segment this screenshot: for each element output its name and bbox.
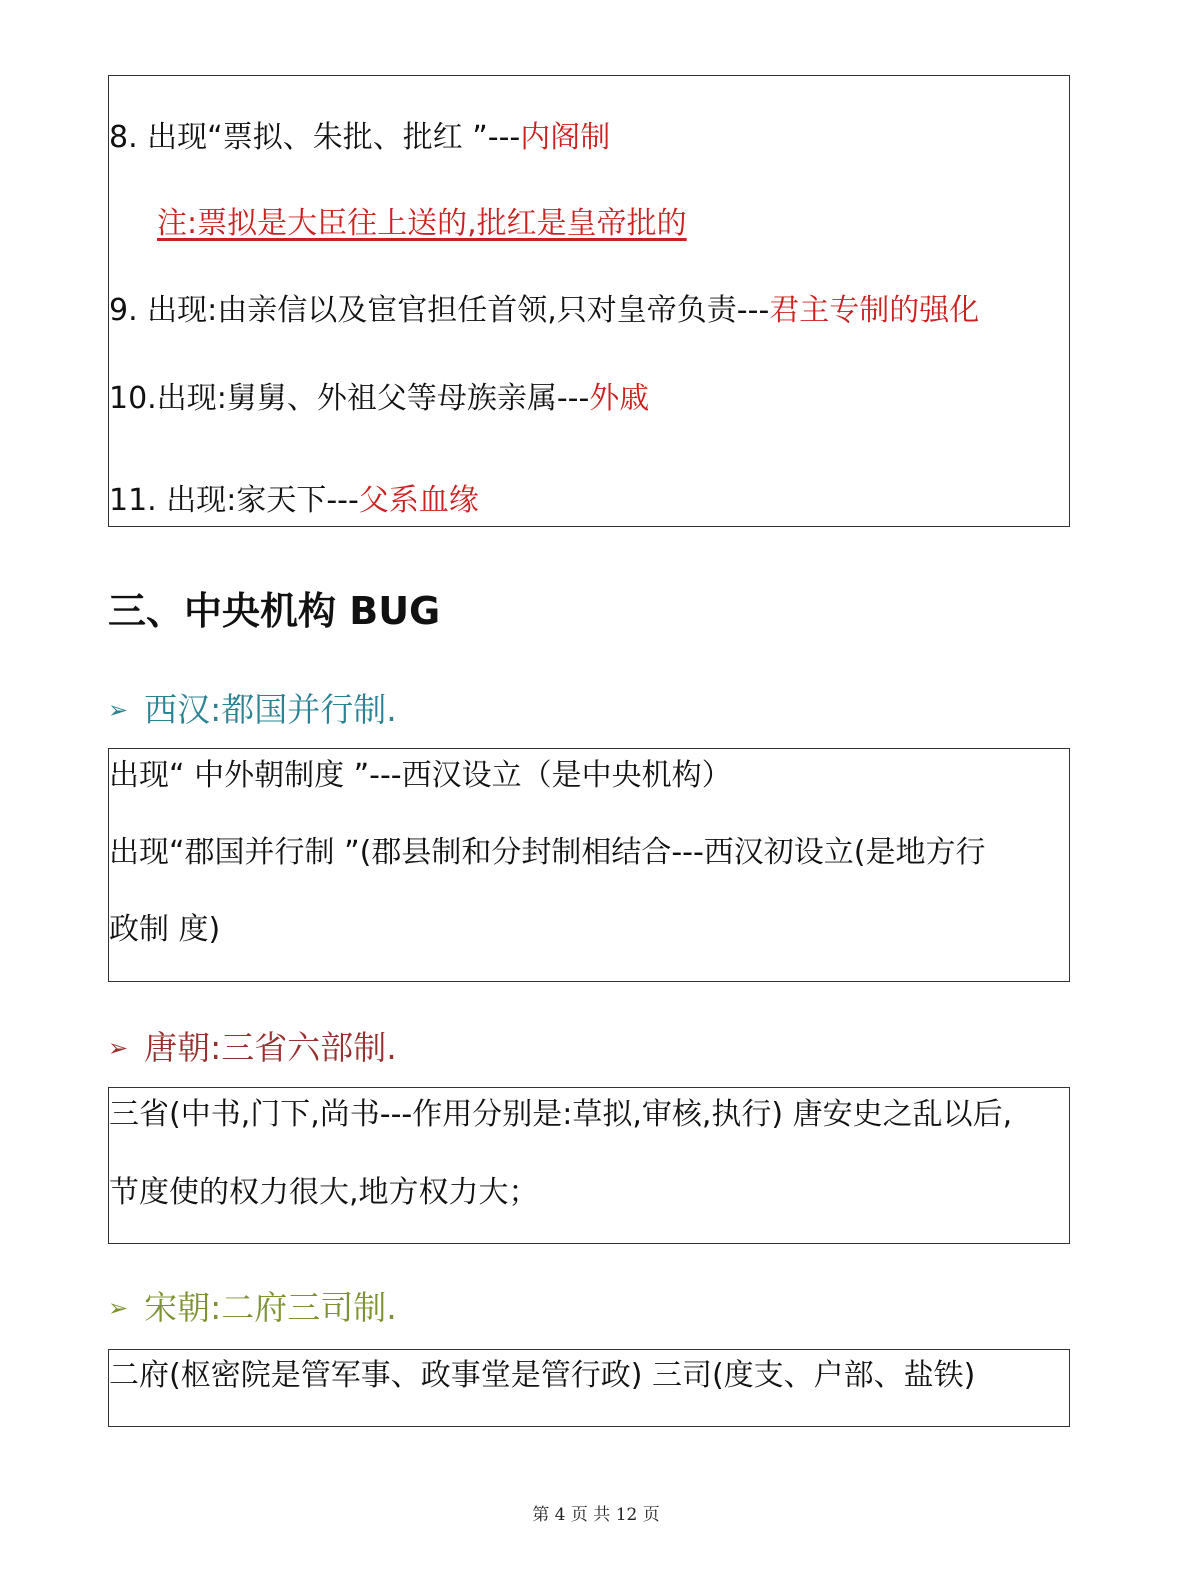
western-han-line-3: 政制 度) xyxy=(109,912,221,947)
arrow-bullet-icon: ➢ xyxy=(108,1294,129,1322)
item-8-answer: 内阁制 xyxy=(520,120,611,155)
arrow-bullet-icon: ➢ xyxy=(108,1034,129,1062)
western-han-box xyxy=(108,748,1070,982)
item-8: 8. 出现“票拟、朱批、批红 ”---内阁制 xyxy=(109,120,611,155)
notes-box xyxy=(108,75,1070,527)
song-line-1: 二府(枢密院是管军事、政事堂是管行政) 三司(度支、户部、盐铁) xyxy=(109,1358,976,1393)
item-9-answer: 君主专制的强化 xyxy=(769,293,980,328)
tang-line-1: 三省(中书,门下,尚书---作用分别是:草拟,审核,执行) 唐安史之乱以后, xyxy=(109,1097,1013,1132)
tang-box xyxy=(108,1087,1070,1244)
western-han-heading: ➢ 西汉:都国并行制. xyxy=(108,690,397,729)
western-han-line-2: 出现“郡国并行制 ”(郡县制和分封制相结合---西汉初设立(是地方行 xyxy=(109,835,986,870)
western-han-line-1: 出现“ 中外朝制度 ”---西汉设立（是中央机构） xyxy=(109,758,732,793)
item-8-note: 注:票拟是大臣往上送的,批红是皇帝批的 xyxy=(157,206,687,241)
tang-line-2: 节度使的权力很大,地方权力大； xyxy=(109,1175,539,1210)
item-9: 9. 出现:由亲信以及宦官担任首领,只对皇帝负责---君主专制的强化 xyxy=(109,293,980,328)
item-11-answer: 父系血缘 xyxy=(358,483,479,518)
song-box xyxy=(108,1349,1070,1427)
page-footer: 第 4 页 共 12 页 xyxy=(532,1505,660,1525)
tang-heading: ➢ 唐朝:三省六部制. xyxy=(108,1028,397,1067)
song-heading: ➢ 宋朝:二府三司制. xyxy=(108,1288,397,1327)
arrow-bullet-icon: ➢ xyxy=(108,696,129,724)
item-11: 11. 出现:家天下---父系血缘 xyxy=(109,483,479,518)
section-title: 三、中央机构 BUG xyxy=(108,589,441,633)
item-10-answer: 外戚 xyxy=(589,381,650,416)
item-10: 10.出现:舅舅、外祖父等母族亲属---外戚 xyxy=(109,381,650,416)
